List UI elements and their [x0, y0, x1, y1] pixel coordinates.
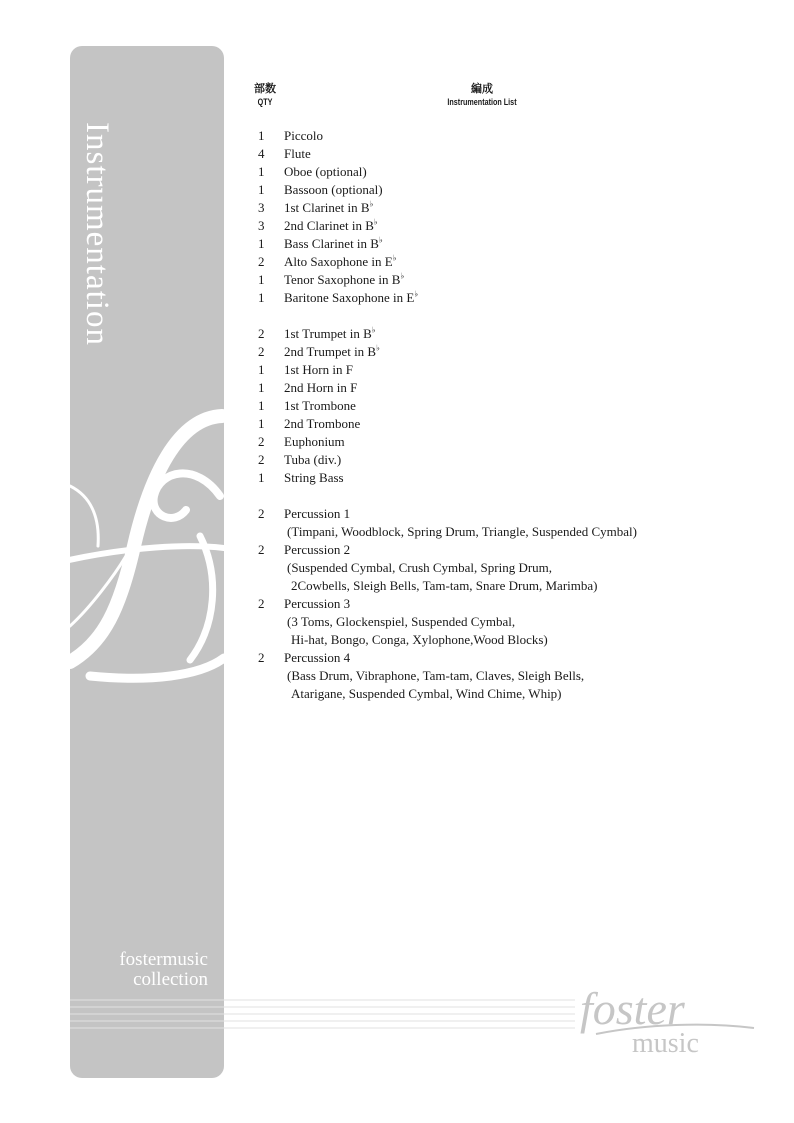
list-header: [420, 82, 544, 108]
item-detail: Atarigane, Suspended Cymbal, Wind Chime, Whip): [291, 686, 562, 701]
item-detail: (3 Toms, Glockenspiel, Suspended Cymbal,: [287, 614, 516, 629]
item-detail: (Bass Drum, Vibraphone, Tam-tam, Claves, Sleigh Bells,: [287, 668, 585, 683]
foster-music-logo: [576, 984, 756, 1061]
item-detail: 2Cowbells, Sleigh Bells, Tam-tam, Snare Drum, Marimba): [291, 578, 598, 593]
item-qty: 2: [258, 434, 265, 449]
sidebar-title: Instrumentation: [79, 122, 115, 346]
qty-header: [251, 82, 279, 108]
item-qty: 3: [258, 218, 265, 233]
item-name: Baritone Saxophone in E♭: [284, 289, 419, 305]
item-qty: 2: [258, 254, 265, 269]
item-qty: 1: [258, 128, 265, 143]
music-logo-word: music: [632, 1028, 699, 1056]
item-name: String Bass: [284, 470, 344, 485]
item-qty: 1: [258, 362, 265, 377]
item-qty: 1: [258, 182, 265, 197]
collection-line-2: collection: [133, 969, 208, 990]
item-name: Euphonium: [284, 434, 345, 449]
flat-icon: ♭: [392, 253, 397, 263]
item-name: 2nd Clarinet in B♭: [284, 217, 378, 233]
item-name: Percussion 1: [284, 506, 351, 521]
item-qty: 2: [258, 650, 265, 665]
item-qty: 1: [258, 272, 265, 287]
item-detail: (Timpani, Woodblock, Spring Drum, Triangle, Suspended Cymbal): [287, 524, 637, 539]
item-name: Percussion 3: [284, 596, 351, 611]
f-clef-logo-icon: [70, 376, 224, 686]
item-detail: (Suspended Cymbal, Crush Cymbal, Spring Drum,: [287, 560, 553, 575]
item-name: 1st Horn in F: [284, 362, 353, 377]
sidebar: [70, 46, 224, 1078]
foster-logo-icon: [576, 984, 756, 1056]
item-qty: 1: [258, 416, 265, 431]
flat-icon: ♭: [369, 199, 374, 209]
item-name: 1st Trombone: [284, 398, 356, 413]
item-qty: 1: [258, 380, 265, 395]
item-qty: 1: [258, 290, 265, 305]
item-name: 1st Clarinet in B♭: [284, 199, 374, 215]
item-name: Tuba (div.): [284, 452, 342, 467]
item-qty: 2: [258, 542, 265, 557]
flat-icon: ♭: [376, 343, 380, 353]
item-name: Flute: [284, 146, 311, 161]
foster-logo-word: foster: [580, 984, 685, 1034]
item-name: Oboe (optional): [284, 164, 367, 179]
flat-icon: ♭: [400, 271, 405, 281]
flat-icon: ♭: [414, 289, 419, 299]
item-qty: 1: [258, 470, 265, 485]
item-name: Percussion 2: [284, 542, 351, 557]
item-detail: Hi-hat, Bongo, Conga, Xylophone,Wood Blocks): [291, 632, 548, 647]
item-qty: 2: [258, 344, 265, 359]
item-qty: 2: [258, 596, 265, 611]
item-name: Bass Clarinet in B♭: [284, 235, 383, 251]
item-qty: 1: [258, 236, 265, 251]
item-name: 2nd Trumpet in B♭: [284, 343, 380, 359]
item-name: Percussion 4: [284, 650, 351, 665]
item-qty: 4: [258, 146, 265, 161]
item-name: 2nd Horn in F: [284, 380, 358, 395]
flat-icon: ♭: [371, 325, 376, 335]
item-qty: 2: [258, 326, 265, 341]
item-name: Tenor Saxophone in B♭: [284, 271, 405, 287]
flat-icon: ♭: [378, 235, 383, 245]
item-qty: 2: [258, 452, 265, 467]
item-name: 1st Trumpet in B♭: [284, 325, 376, 341]
item-name: 2nd Trombone: [284, 416, 361, 431]
list-header-en: Instrumentation List: [447, 97, 517, 107]
item-name: Alto Saxophone in E♭: [284, 253, 397, 269]
staff-lines: [70, 998, 580, 1032]
collection-label: [119, 950, 208, 990]
list-header-ja: 編成: [471, 82, 493, 95]
item-name: Piccolo: [284, 128, 323, 143]
item-qty: 1: [258, 164, 265, 179]
item-name: Bassoon (optional): [284, 182, 383, 197]
item-qty: 1: [258, 398, 265, 413]
item-qty: 3: [258, 200, 265, 215]
collection-line-1: fostermusic: [119, 949, 208, 970]
flat-icon: ♭: [373, 217, 378, 227]
item-qty: 2: [258, 506, 265, 521]
qty-header-en: QTY: [257, 97, 273, 107]
qty-header-ja: 部数: [254, 82, 276, 95]
